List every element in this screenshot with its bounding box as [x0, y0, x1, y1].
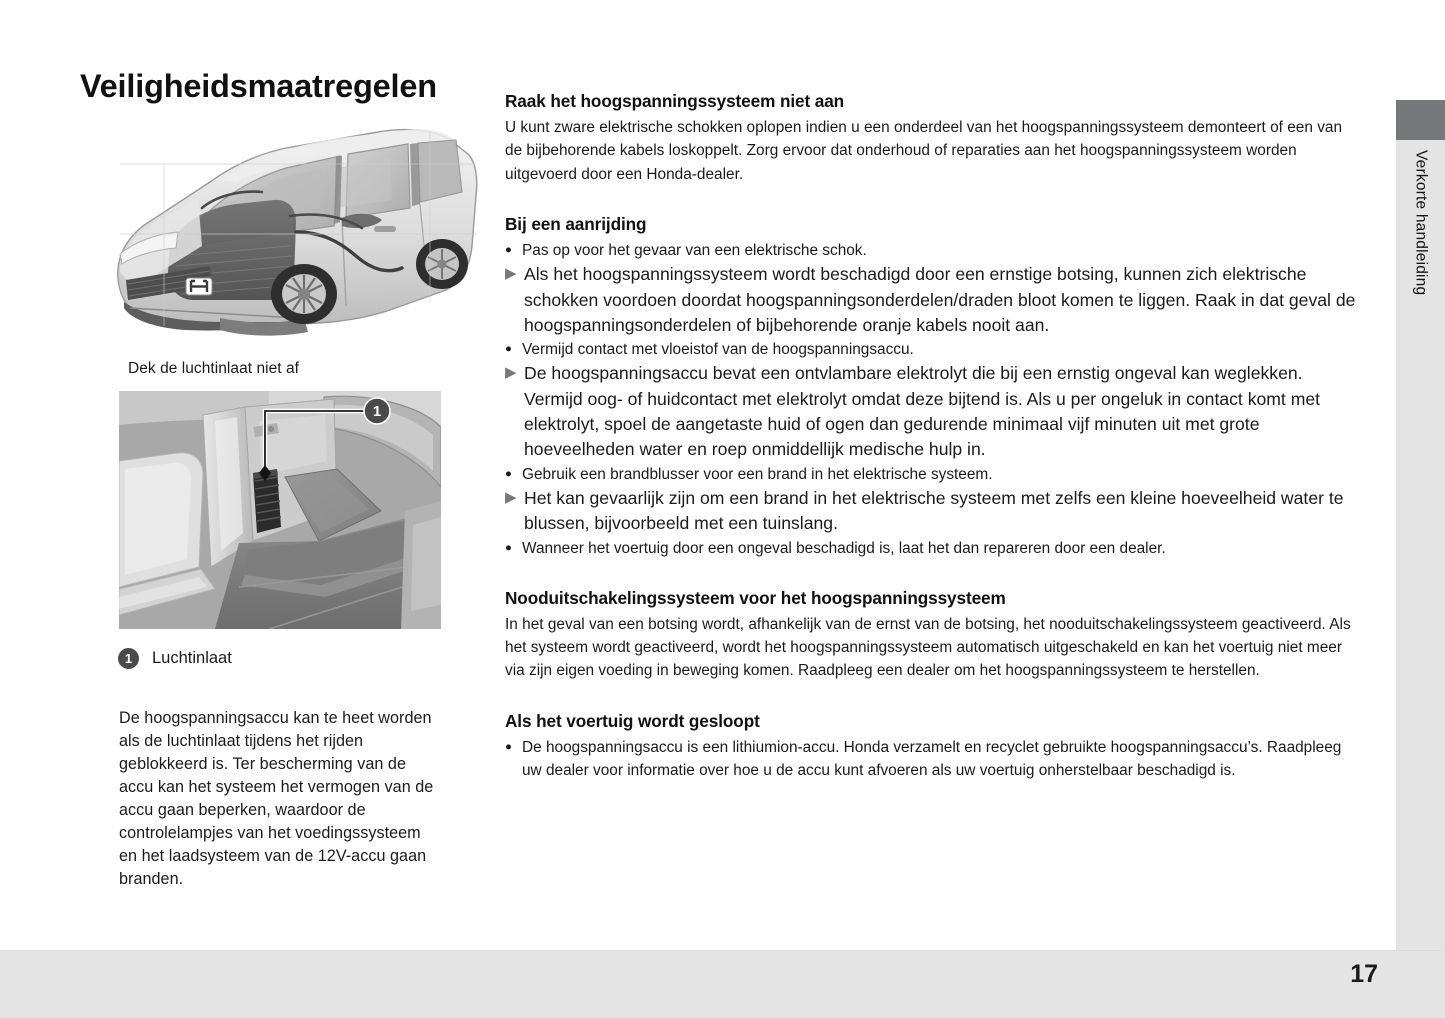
thumb-index-label-wrap: [1396, 140, 1445, 470]
thumb-index-marker: [1396, 100, 1445, 140]
triangle-item: ▶ Het kan gevaarlijk zijn om een brand in het elektrische systeem met zelfs een kleine hoeveelheid water te blussen, bijvoorbeeld met een tuinslang.: [505, 486, 1357, 537]
spacer: [505, 560, 1357, 588]
callout-label: Luchtinlaat: [152, 649, 232, 667]
section-heading: Nooduitschakelingssysteem voor het hoogspanningssysteem: [505, 587, 1006, 608]
thumb-index-label: Verkorte handleiding: [1412, 150, 1430, 296]
section-paragraph: U kunt zware elektrische schokken oplopen indien u een onderdeel van het hoogspanningssysteem demonteert of een van de bijbehorende kabels loskoppelt. Zorg ervoor dat onderhoud of reparaties aan het hoogspanningssysteem worden uitgevoerd door een Honda-dealer.: [505, 119, 1343, 183]
rear-seat-air-intake-image: [119, 391, 441, 629]
section-paragraph: In het geval van een botsing wordt, afhankelijk van de ernst van de botsing, het nooduitschakelingssysteem geactiveerd. Als het systeem wordt geactiveerd, wordt het hoogspanningssysteem automatisch uitgeschakeld en kan het voertuig niet meer via zijn eigen voeding in beweging komen. Raadpleeg een dealer om het hoogspanningssysteem te herstellen.: [505, 615, 1351, 680]
photo-callout-badge-1: [364, 398, 390, 424]
triangle-item: ▶ Als het hoogspanningssysteem wordt beschadigd door een ernstige botsing, kunnen zich elektrische schokken voordoen doordat hoogspanningsonderdelen/draden bloot komen te liggen. Raak in dat geval de hoogspanningsonderdelen of bijbehorende oranje kabels nooit aan.: [505, 262, 1357, 338]
section-heading: Bij een aanrijding: [505, 214, 647, 235]
section-heading: Als het voertuig wordt gesloopt: [505, 710, 760, 731]
cutaway-vehicle-high-voltage-system-figure: [90, 96, 482, 358]
section-heading: Raak het hoogspanningssysteem niet aan: [505, 91, 845, 111]
section-emergency-shutdown: [505, 588, 1357, 683]
callout-badge-1: 1: [118, 648, 139, 669]
bullet-item: ● Gebruik een brandblusser voor een brand in het elektrische systeem.: [505, 463, 1357, 486]
section-in-a-collision: [505, 214, 1357, 559]
page-footer-band: [0, 950, 1445, 1018]
left-column-body: De hoogspanningsaccu kan te heet worden als de luchtinlaat tijdens het rijden geblokkeerd is. Ter bescherming van de accu kan het systeem het vermogen van de accu gaan beperken, waardoor de controlelampjes van het voedingssysteem en het laadsysteem van de 12V-accu gaan branden.: [119, 709, 434, 889]
triangle-item: ▶ De hoogspanningsaccu bevat een ontvlambare elektrolyt die bij een ernstig ongeval kan weglekken. Vermijd oog- of huidcontact met elektrolyt omdat deze bijtend is. Als u per ongeluk in contact komt met elektrolyt, spoel de aangetaste huid of ogen dan gedurende minimaal vijf minuten uit met grote hoeveelheden water en roep onmiddellijk medische hulp in.: [505, 361, 1357, 462]
section-vehicle-scrapped: [505, 711, 1357, 782]
spacer: [505, 186, 1357, 214]
bullet-item: ● Pas op voor het gevaar van een elektrische schok.: [505, 239, 1357, 262]
callout-legend: [118, 648, 232, 669]
bullet-item: ● Vermijd contact met vloeistof van de hoogspanningsaccu.: [505, 338, 1357, 361]
bullet-item: ● De hoogspanningsaccu is een lithiumion-accu. Honda verzamelt en recyclet gebruikte hoogspanningsaccu’s. Raadpleeg uw dealer voor informatie over hoe u de accu kunt afvoeren als uw voertuig onherstelbaar beschadigd is.: [505, 736, 1357, 782]
page-title: Veiligheidsmaatregelen: [80, 67, 437, 104]
page-number: 17: [1350, 960, 1378, 988]
bullet-item: ● Wanneer het voertuig door een ongeval beschadigd is, laat het dan repareren door een dealer.: [505, 537, 1357, 560]
section-touch-hv-system: [505, 91, 1357, 186]
photo-callout-number: 1: [372, 403, 382, 420]
rear-seat-air-intake-photo: [119, 391, 441, 629]
spacer: [505, 683, 1357, 711]
figure-caption: Dek de luchtinlaat niet af: [128, 360, 300, 377]
cutaway-vehicle-icon: [90, 96, 482, 358]
right-column: [505, 91, 1357, 782]
